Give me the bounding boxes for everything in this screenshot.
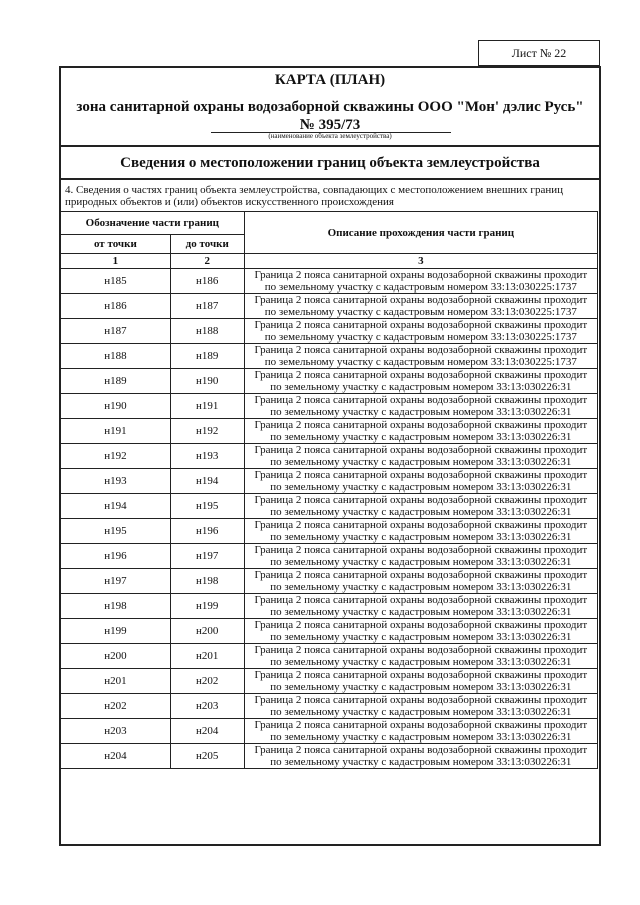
boundary-description xyxy=(244,344,597,369)
boundary-description xyxy=(244,594,597,619)
table-row xyxy=(61,394,598,419)
description-line-2: по земельному участку с кадастровым номером 33:13:030226:31 xyxy=(270,506,572,518)
description-line-2: по земельному участку с кадастровым номером 33:13:030226:31 xyxy=(270,456,572,468)
from-point: н201 xyxy=(61,669,171,694)
description-line-1: Граница 2 пояса санитарной охраны водозаборной скважины проходит xyxy=(254,569,588,581)
table-row xyxy=(61,419,598,444)
column-number-1: 1 xyxy=(61,254,171,269)
object-name: зона санитарной охраны водозаборной скважины ООО "Мон' дэлис Русь" № 395/73 xyxy=(76,99,584,133)
table-row xyxy=(61,319,598,344)
table-row xyxy=(61,519,598,544)
boundary-description xyxy=(244,419,597,444)
boundary-designation-header: Обозначение части границ xyxy=(61,212,245,235)
map-header xyxy=(61,68,599,147)
table-row xyxy=(61,744,598,769)
from-point: н192 xyxy=(61,444,171,469)
table-row xyxy=(61,469,598,494)
description-line-1: Граница 2 пояса санитарной охраны водозаборной скважины проходит xyxy=(254,394,588,406)
description-line-1: Граница 2 пояса санитарной охраны водозаборной скважины проходит xyxy=(254,694,588,706)
from-point-header: от точки xyxy=(61,235,171,254)
boundary-description xyxy=(244,569,597,594)
object-name-caption: (наименование объекта землеустройства) xyxy=(268,132,392,140)
from-point: н190 xyxy=(61,394,171,419)
to-point: н192 xyxy=(170,419,244,444)
to-point: н187 xyxy=(170,294,244,319)
from-point: н202 xyxy=(61,694,171,719)
table-row xyxy=(61,544,598,569)
description-line-2: по земельному участку с кадастровым номером 33:13:030226:31 xyxy=(270,656,572,668)
description-line-2: по земельному участку с кадастровым номером 33:13:030225:1737 xyxy=(264,331,577,343)
description-line-1: Граница 2 пояса санитарной охраны водозаборной скважины проходит xyxy=(254,519,588,531)
from-point: н203 xyxy=(61,719,171,744)
to-point: н199 xyxy=(170,594,244,619)
table-row xyxy=(61,594,598,619)
description-line-2: по земельному участку с кадастровым номером 33:13:030226:31 xyxy=(270,531,572,543)
to-point-header: до точки xyxy=(170,235,244,254)
table-row xyxy=(61,694,598,719)
from-point: н193 xyxy=(61,469,171,494)
description-line-2: по земельному участку с кадастровым номером 33:13:030226:31 xyxy=(270,406,572,418)
description-line-2: по земельному участку с кадастровым номером 33:13:030226:31 xyxy=(270,756,572,768)
boundary-description xyxy=(244,644,597,669)
to-point: н190 xyxy=(170,369,244,394)
to-point: н194 xyxy=(170,469,244,494)
table-row xyxy=(61,569,598,594)
table-row xyxy=(61,644,598,669)
boundary-description xyxy=(244,694,597,719)
from-point: н200 xyxy=(61,644,171,669)
table-row xyxy=(61,669,598,694)
to-point: н196 xyxy=(170,519,244,544)
boundary-description xyxy=(244,744,597,769)
description-line-1: Граница 2 пояса санитарной охраны водозаборной скважины проходит xyxy=(254,594,588,606)
to-point: н201 xyxy=(170,644,244,669)
from-point: н186 xyxy=(61,294,171,319)
description-header: Описание прохождения части границ xyxy=(244,212,597,254)
description-line-1: Граница 2 пояса санитарной охраны водозаборной скважины проходит xyxy=(254,719,588,731)
boundary-description xyxy=(244,294,597,319)
table-row xyxy=(61,344,598,369)
from-point: н196 xyxy=(61,544,171,569)
table-row xyxy=(61,494,598,519)
document-frame xyxy=(59,66,601,846)
to-point: н202 xyxy=(170,669,244,694)
description-line-2: по земельному участку с кадастровым номером 33:13:030226:31 xyxy=(270,431,572,443)
description-line-2: по земельному участку с кадастровым номером 33:13:030226:31 xyxy=(270,481,572,493)
table-row xyxy=(61,269,598,294)
boundary-parts-table xyxy=(60,211,598,769)
description-line-1: Граница 2 пояса санитарной охраны водозаборной скважины проходит xyxy=(254,419,588,431)
from-point: н197 xyxy=(61,569,171,594)
description-line-1: Граница 2 пояса санитарной охраны водозаборной скважины проходит xyxy=(254,744,588,756)
to-point: н189 xyxy=(170,344,244,369)
table-row xyxy=(61,294,598,319)
to-point: н200 xyxy=(170,619,244,644)
from-point: н191 xyxy=(61,419,171,444)
boundary-description xyxy=(244,369,597,394)
description-line-2: по земельному участку с кадастровым номером 33:13:030225:1737 xyxy=(264,356,577,368)
to-point: н188 xyxy=(170,319,244,344)
description-line-2: по земельному участку с кадастровым номером 33:13:030226:31 xyxy=(270,581,572,593)
description-line-1: Граница 2 пояса санитарной охраны водозаборной скважины проходит xyxy=(254,494,588,506)
column-number-3: 3 xyxy=(244,254,597,269)
description-line-2: по земельному участку с кадастровым номером 33:13:030226:31 xyxy=(270,706,572,718)
sheet-number: Лист № 22 xyxy=(478,40,600,66)
section-title: Сведения о местоположении границ объекта землеустройства xyxy=(61,147,599,180)
description-line-1: Граница 2 пояса санитарной охраны водозаборной скважины проходит xyxy=(254,294,588,306)
to-point: н193 xyxy=(170,444,244,469)
boundary-description xyxy=(244,544,597,569)
description-line-2: по земельному участку с кадастровым номером 33:13:030226:31 xyxy=(270,381,572,393)
table-row xyxy=(61,444,598,469)
table-row xyxy=(61,719,598,744)
to-point: н204 xyxy=(170,719,244,744)
to-point: н197 xyxy=(170,544,244,569)
from-point: н189 xyxy=(61,369,171,394)
description-line-1: Граница 2 пояса санитарной охраны водозаборной скважины проходит xyxy=(254,644,588,656)
description-line-2: по земельному участку с кадастровым номером 33:13:030225:1737 xyxy=(264,281,577,293)
description-line-2: по земельному участку с кадастровым номером 33:13:030226:31 xyxy=(270,556,572,568)
from-point: н204 xyxy=(61,744,171,769)
from-point: н195 xyxy=(61,519,171,544)
description-line-1: Граница 2 пояса санитарной охраны водозаборной скважины проходит xyxy=(254,669,588,681)
from-point: н199 xyxy=(61,619,171,644)
boundary-description xyxy=(244,669,597,694)
boundary-description xyxy=(244,494,597,519)
from-point: н188 xyxy=(61,344,171,369)
description-line-1: Граница 2 пояса санитарной охраны водозаборной скважины проходит xyxy=(254,444,588,456)
to-point: н205 xyxy=(170,744,244,769)
to-point: н186 xyxy=(170,269,244,294)
description-line-1: Граница 2 пояса санитарной охраны водозаборной скважины проходит xyxy=(254,369,588,381)
description-line-2: по земельному участку с кадастровым номером 33:13:030226:31 xyxy=(270,631,572,643)
description-line-1: Граница 2 пояса санитарной охраны водозаборной скважины проходит xyxy=(254,619,588,631)
from-point: н187 xyxy=(61,319,171,344)
column-number-2: 2 xyxy=(170,254,244,269)
to-point: н203 xyxy=(170,694,244,719)
boundary-description xyxy=(244,269,597,294)
description-line-1: Граница 2 пояса санитарной охраны водозаборной скважины проходит xyxy=(254,544,588,556)
page-title: КАРТА (ПЛАН) xyxy=(274,72,386,88)
description-line-2: по земельному участку с кадастровым номером 33:13:030226:31 xyxy=(270,606,572,618)
description-line-1: Граница 2 пояса санитарной охраны водозаборной скважины проходит xyxy=(254,319,588,331)
section-intro: 4. Сведения о частях границ объекта землеустройства, совпадающих с местоположением внешних границ природных объектов и (или) объектов искусственного происхождения xyxy=(65,184,563,208)
description-line-1: Граница 2 пояса санитарной охраны водозаборной скважины проходит xyxy=(254,344,588,356)
description-line-2: по земельному участку с кадастровым номером 33:13:030226:31 xyxy=(270,731,572,743)
boundary-description xyxy=(244,469,597,494)
table-row xyxy=(61,369,598,394)
to-point: н195 xyxy=(170,494,244,519)
boundary-description xyxy=(244,444,597,469)
boundary-description xyxy=(244,394,597,419)
description-line-2: по земельному участку с кадастровым номером 33:13:030225:1737 xyxy=(264,306,577,318)
from-point: н194 xyxy=(61,494,171,519)
boundary-description xyxy=(244,519,597,544)
description-line-1: Граница 2 пояса санитарной охраны водозаборной скважины проходит xyxy=(254,269,588,281)
boundary-description xyxy=(244,319,597,344)
description-line-1: Граница 2 пояса санитарной охраны водозаборной скважины проходит xyxy=(254,469,588,481)
boundary-description xyxy=(244,619,597,644)
to-point: н198 xyxy=(170,569,244,594)
to-point: н191 xyxy=(170,394,244,419)
boundary-description xyxy=(244,719,597,744)
from-point: н185 xyxy=(61,269,171,294)
description-line-2: по земельному участку с кадастровым номером 33:13:030226:31 xyxy=(270,681,572,693)
table-body xyxy=(61,269,598,769)
from-point: н198 xyxy=(61,594,171,619)
table-row xyxy=(61,619,598,644)
